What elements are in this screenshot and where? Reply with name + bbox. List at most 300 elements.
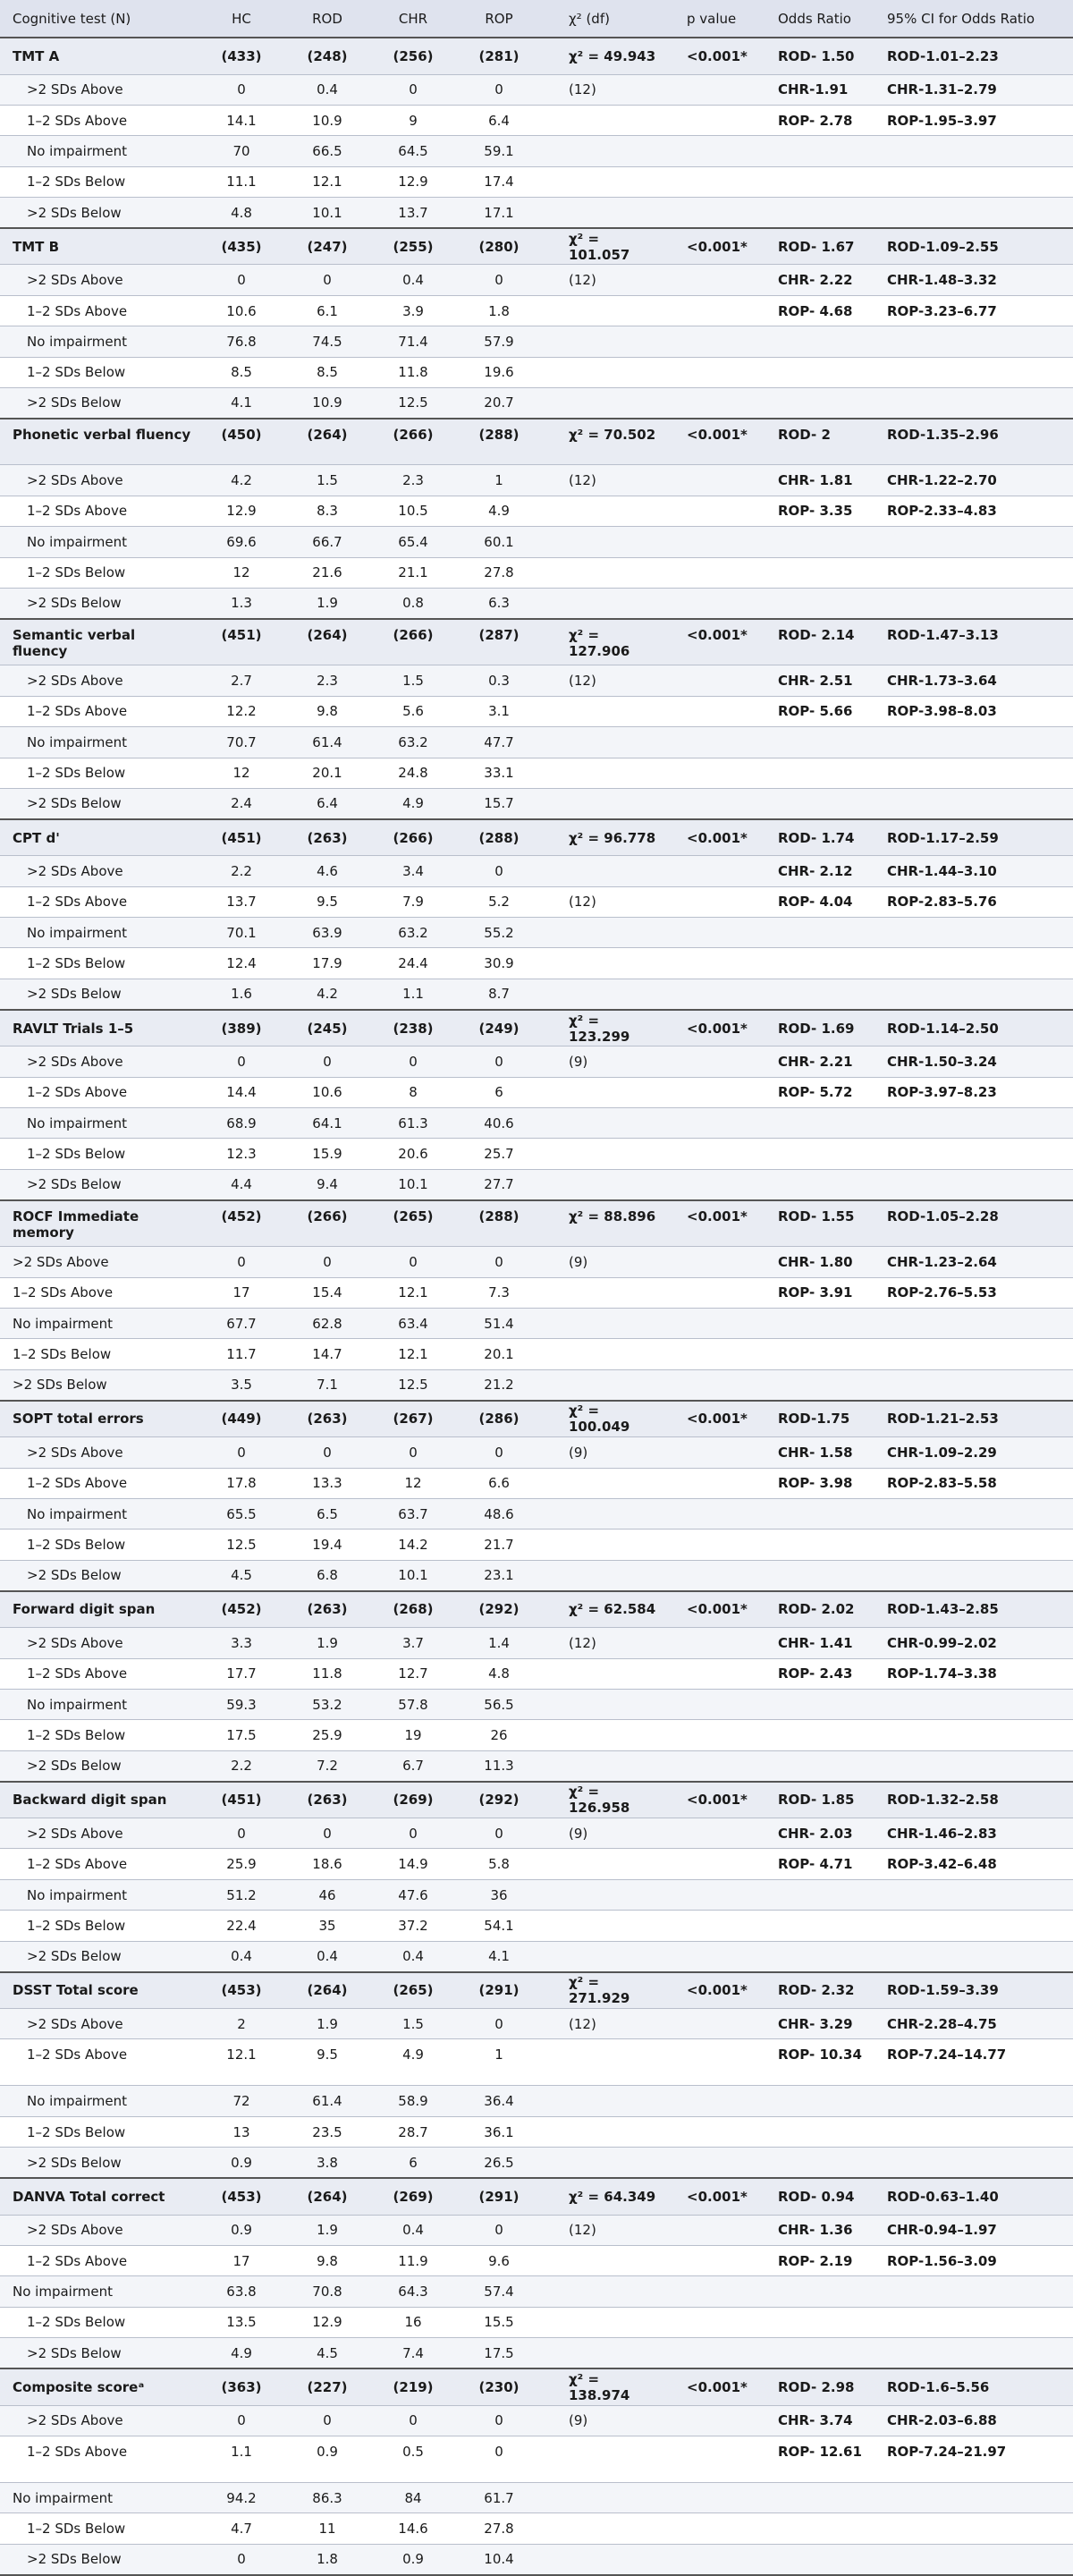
rod-value: 53.2	[284, 1689, 370, 1719]
rop-value: 1.4	[456, 1628, 542, 1658]
table-row	[0, 357, 1073, 387]
chi-square-value: χ² = 127.906	[542, 619, 667, 665]
rod-value: 20.1	[284, 758, 370, 788]
test-name: Forward digit span	[0, 1591, 199, 1628]
hc-value: 67.7	[199, 1309, 284, 1339]
hc-value: 17.5	[199, 1720, 284, 1750]
table-row	[0, 2009, 1073, 2039]
rod-value: 8.3	[284, 496, 370, 526]
hc-value: 1.6	[199, 979, 284, 1009]
ci-value: ROP-2.83–5.58	[876, 1468, 1073, 1498]
odds-ratio-value	[762, 2086, 876, 2116]
rop-value: 19.6	[456, 357, 542, 387]
hc-value: 11.1	[199, 166, 284, 197]
chi-square-value	[542, 557, 667, 588]
hc-value: 13.7	[199, 886, 284, 917]
rop-value: 51.4	[456, 1309, 542, 1339]
test-name: >2 SDs Below	[0, 2148, 199, 2178]
chr-value: 24.4	[370, 948, 456, 979]
hc-value: (453)	[199, 2178, 284, 2215]
test-header-row	[0, 1782, 1073, 1818]
odds-ratio-value: CHR- 3.29	[762, 2009, 876, 2039]
p-value	[667, 74, 762, 105]
chr-value: 63.2	[370, 727, 456, 758]
chi-square-value	[542, 588, 667, 618]
odds-ratio-value	[762, 557, 876, 588]
test-name: 1–2 SDs Below	[0, 166, 199, 197]
ci-value	[876, 1941, 1073, 1971]
chi-square-value	[542, 105, 667, 135]
table-row	[0, 1247, 1073, 1277]
odds-ratio-value: CHR- 3.74	[762, 2405, 876, 2436]
odds-ratio-value	[762, 198, 876, 228]
ci-value	[876, 979, 1073, 1009]
rop-value: 21.2	[456, 1369, 542, 1400]
ci-value	[876, 1530, 1073, 1560]
chr-value: 4.9	[370, 788, 456, 818]
odds-ratio-value	[762, 2338, 876, 2368]
rop-value: 25.7	[456, 1139, 542, 1169]
table-row	[0, 1046, 1073, 1077]
chi-square-value	[542, 1879, 667, 1910]
test-header-row	[0, 1972, 1073, 2009]
rop-value: (281)	[456, 38, 542, 74]
odds-ratio-value	[762, 979, 876, 1009]
hc-value: 12.1	[199, 2039, 284, 2086]
table-row	[0, 1689, 1073, 1719]
odds-ratio-value: ROD-1.75	[762, 1401, 876, 1437]
test-name: 1–2 SDs Above	[0, 2245, 199, 2275]
hc-value: 76.8	[199, 326, 284, 357]
ci-value: ROP-1.74–3.38	[876, 1658, 1073, 1689]
rod-value: 0	[284, 1247, 370, 1277]
hc-value: (449)	[199, 1401, 284, 1437]
p-value	[667, 136, 762, 166]
test-name: ROCF Immediate memory	[0, 1200, 199, 1247]
test-name: 1–2 SDs Below	[0, 948, 199, 979]
table-row	[0, 2086, 1073, 2116]
p-value: <0.001*	[667, 2368, 762, 2405]
rod-value: 66.7	[284, 527, 370, 557]
header-odds-ratio: Odds Ratio	[762, 0, 876, 38]
hc-value: 0	[199, 2405, 284, 2436]
table-row	[0, 948, 1073, 979]
chr-value: 0.9	[370, 2544, 456, 2574]
test-name: >2 SDs Above	[0, 1628, 199, 1658]
rod-value: 10.1	[284, 198, 370, 228]
table-row	[0, 2245, 1073, 2275]
chr-value: 0.4	[370, 2215, 456, 2245]
p-value	[667, 1498, 762, 1529]
odds-ratio-value	[762, 1720, 876, 1750]
chr-value: 1.5	[370, 2009, 456, 2039]
chi-square-value	[542, 2086, 667, 2116]
chi-square-value	[542, 1530, 667, 1560]
table-row	[0, 166, 1073, 197]
chi-square-value: (12)	[542, 2215, 667, 2245]
odds-ratio-value: ROP- 3.91	[762, 1277, 876, 1308]
p-value: <0.001*	[667, 1401, 762, 1437]
rod-value: 10.9	[284, 388, 370, 419]
chr-value: 7.4	[370, 2338, 456, 2368]
ci-value: ROD-1.21–2.53	[876, 1401, 1073, 1437]
ci-value: ROP-2.33–4.83	[876, 496, 1073, 526]
chr-value: 0.4	[370, 1941, 456, 1971]
odds-ratio-value: ROP- 4.04	[762, 886, 876, 917]
chi-square-value	[542, 1720, 667, 1750]
chi-square-value	[542, 1689, 667, 1719]
table-row	[0, 2215, 1073, 2245]
ci-value	[876, 1720, 1073, 1750]
table-row	[0, 1720, 1073, 1750]
chi-square-value: (9)	[542, 1247, 667, 1277]
chi-square-value: (12)	[542, 2009, 667, 2039]
rop-value: 33.1	[456, 758, 542, 788]
rod-value: 9.5	[284, 2039, 370, 2086]
chr-value: 58.9	[370, 2086, 456, 2116]
p-value	[667, 1750, 762, 1781]
rop-value: 20.1	[456, 1339, 542, 1369]
ci-value	[876, 2338, 1073, 2368]
hc-value: 59.3	[199, 1689, 284, 1719]
p-value	[667, 1046, 762, 1077]
hc-value: (389)	[199, 1010, 284, 1046]
rod-value: 61.4	[284, 2086, 370, 2116]
odds-ratio-value	[762, 1941, 876, 1971]
chr-value: 14.9	[370, 1849, 456, 1879]
hc-value: 11.7	[199, 1339, 284, 1369]
rod-value: 13.3	[284, 1468, 370, 1498]
odds-ratio-value: ROP- 3.35	[762, 496, 876, 526]
test-header-row	[0, 2368, 1073, 2405]
rod-value: (245)	[284, 1010, 370, 1046]
p-value	[667, 1247, 762, 1277]
table-row	[0, 696, 1073, 726]
rod-value: 0	[284, 265, 370, 295]
odds-ratio-value: CHR- 1.81	[762, 465, 876, 496]
test-name: 1–2 SDs Above	[0, 1277, 199, 1308]
rop-value: 6.6	[456, 1468, 542, 1498]
rod-value: 1.9	[284, 588, 370, 618]
odds-ratio-value: ROP- 10.34	[762, 2039, 876, 2086]
hc-value: 13	[199, 2116, 284, 2147]
chi-square-value	[542, 1911, 667, 1941]
ci-value: ROD-1.32–2.58	[876, 1782, 1073, 1818]
chi-square-value	[542, 1339, 667, 1369]
odds-ratio-value: CHR- 1.36	[762, 2215, 876, 2245]
test-name: 1–2 SDs Below	[0, 2307, 199, 2337]
test-name: >2 SDs Above	[0, 665, 199, 696]
chr-value: 19	[370, 1720, 456, 1750]
table-row	[0, 1468, 1073, 1498]
test-name: No impairment	[0, 2276, 199, 2307]
rop-value: (288)	[456, 419, 542, 465]
test-name: 1–2 SDs Below	[0, 1339, 199, 1369]
rop-value: 0	[456, 2405, 542, 2436]
p-value	[667, 886, 762, 917]
p-value	[667, 2276, 762, 2307]
hc-value: 4.1	[199, 388, 284, 419]
odds-ratio-value	[762, 2513, 876, 2544]
table-row	[0, 1108, 1073, 1139]
chi-square-value	[542, 2276, 667, 2307]
ci-value: CHR-1.46–2.83	[876, 1818, 1073, 1849]
odds-ratio-value	[762, 166, 876, 197]
ci-value	[876, 2544, 1073, 2574]
chr-value: 3.4	[370, 856, 456, 886]
rop-value: 1.8	[456, 295, 542, 326]
chi-square-value	[542, 727, 667, 758]
rod-value: (263)	[284, 1591, 370, 1628]
table-row	[0, 2544, 1073, 2574]
p-value	[667, 2215, 762, 2245]
chr-value: (268)	[370, 1591, 456, 1628]
rop-value: 56.5	[456, 1689, 542, 1719]
chi-square-value: (9)	[542, 2405, 667, 2436]
chr-value: 64.3	[370, 2276, 456, 2307]
p-value	[667, 1369, 762, 1400]
chr-value: 6.7	[370, 1750, 456, 1781]
ci-value	[876, 1911, 1073, 1941]
rop-value: 3.1	[456, 696, 542, 726]
ci-value	[876, 2086, 1073, 2116]
chi-square-value: (12)	[542, 1628, 667, 1658]
p-value	[667, 2086, 762, 2116]
test-name: 1–2 SDs Above	[0, 1849, 199, 1879]
table-row	[0, 2513, 1073, 2544]
p-value: <0.001*	[667, 1782, 762, 1818]
chi-square-value: (12)	[542, 265, 667, 295]
rod-value: 9.8	[284, 696, 370, 726]
chr-value: 84	[370, 2482, 456, 2512]
rod-value: 0.9	[284, 2436, 370, 2482]
hc-value: 94.2	[199, 2482, 284, 2512]
chr-value: 28.7	[370, 2116, 456, 2147]
chi-square-value	[542, 1108, 667, 1139]
rop-value: 30.9	[456, 948, 542, 979]
hc-value: 12.3	[199, 1139, 284, 1169]
hc-value: 3.5	[199, 1369, 284, 1400]
chi-square-value	[542, 1309, 667, 1339]
rod-value: 64.1	[284, 1108, 370, 1139]
rop-value: (288)	[456, 819, 542, 856]
chi-square-value	[542, 166, 667, 197]
ci-value: ROP-2.83–5.76	[876, 886, 1073, 917]
test-name: No impairment	[0, 326, 199, 357]
p-value	[667, 465, 762, 496]
odds-ratio-value	[762, 1108, 876, 1139]
test-name: 1–2 SDs Below	[0, 758, 199, 788]
odds-ratio-value	[762, 2307, 876, 2337]
p-value	[667, 527, 762, 557]
ci-value: ROP-2.76–5.53	[876, 1277, 1073, 1308]
chi-square-value	[542, 1658, 667, 1689]
rod-value: 74.5	[284, 326, 370, 357]
rod-value: 35	[284, 1911, 370, 1941]
p-value	[667, 1339, 762, 1369]
table-row	[0, 1628, 1073, 1658]
hc-value: (451)	[199, 819, 284, 856]
test-name: 1–2 SDs Above	[0, 1468, 199, 1498]
ci-value	[876, 1498, 1073, 1529]
rop-value: 47.7	[456, 727, 542, 758]
test-name: >2 SDs Above	[0, 465, 199, 496]
hc-value: 0.4	[199, 1941, 284, 1971]
ci-value: CHR-1.09–2.29	[876, 1437, 1073, 1468]
chr-value: (266)	[370, 619, 456, 665]
chr-value: 2.3	[370, 465, 456, 496]
chi-square-value	[542, 136, 667, 166]
odds-ratio-value: CHR- 2.21	[762, 1046, 876, 1077]
odds-ratio-value	[762, 918, 876, 948]
test-name: >2 SDs Below	[0, 979, 199, 1009]
p-value	[667, 1879, 762, 1910]
hc-value: 72	[199, 2086, 284, 2116]
chr-value: 1.1	[370, 979, 456, 1009]
rop-value: 59.1	[456, 136, 542, 166]
rop-value: 36	[456, 1879, 542, 1910]
odds-ratio-value	[762, 1169, 876, 1199]
chi-square-value	[542, 388, 667, 419]
table-row	[0, 1530, 1073, 1560]
ci-value	[876, 2148, 1073, 2178]
ci-value: ROD-1.09–2.55	[876, 228, 1073, 265]
p-value	[667, 948, 762, 979]
table-body	[0, 38, 1073, 2575]
chr-value: 4.9	[370, 2039, 456, 2086]
table-row	[0, 527, 1073, 557]
hc-value: 70.1	[199, 918, 284, 948]
test-name: No impairment	[0, 527, 199, 557]
table-row	[0, 2482, 1073, 2512]
table-row	[0, 2116, 1073, 2147]
chi-square-value: (12)	[542, 665, 667, 696]
odds-ratio-value	[762, 1139, 876, 1169]
chr-value: 63.2	[370, 918, 456, 948]
chi-square-value	[542, 979, 667, 1009]
rod-value: 1.9	[284, 2215, 370, 2245]
header-chr: CHR	[370, 0, 456, 38]
rod-value: 66.5	[284, 136, 370, 166]
ci-value: ROD-1.6–5.56	[876, 2368, 1073, 2405]
table-row	[0, 727, 1073, 758]
chi-square-value	[542, 1498, 667, 1529]
p-value	[667, 557, 762, 588]
chi-square-value	[542, 295, 667, 326]
chi-square-value	[542, 2307, 667, 2337]
chr-value: 12.9	[370, 166, 456, 197]
p-value: <0.001*	[667, 1200, 762, 1247]
ci-value: ROP-3.23–6.77	[876, 295, 1073, 326]
table-row	[0, 665, 1073, 696]
table-row	[0, 758, 1073, 788]
p-value	[667, 2245, 762, 2275]
odds-ratio-value: ROP- 12.61	[762, 2436, 876, 2482]
table-row	[0, 2405, 1073, 2436]
test-name: >2 SDs Above	[0, 1437, 199, 1468]
chi-square-value	[542, 2039, 667, 2086]
ci-value: ROD-1.14–2.50	[876, 1010, 1073, 1046]
chi-square-value: χ² = 100.049	[542, 1401, 667, 1437]
test-name: >2 SDs Above	[0, 1247, 199, 1277]
p-value	[667, 2513, 762, 2544]
ci-value	[876, 166, 1073, 197]
rop-value: 11.3	[456, 1750, 542, 1781]
ci-value: CHR-0.99–2.02	[876, 1628, 1073, 1658]
p-value	[667, 1169, 762, 1199]
chi-square-value	[542, 856, 667, 886]
ci-value: CHR-1.50–3.24	[876, 1046, 1073, 1077]
rod-value: 7.1	[284, 1369, 370, 1400]
hc-value: (435)	[199, 228, 284, 265]
odds-ratio-value	[762, 1309, 876, 1339]
p-value	[667, 1941, 762, 1971]
chr-value: (256)	[370, 38, 456, 74]
rod-value: (263)	[284, 819, 370, 856]
rod-value: 0	[284, 1437, 370, 1468]
odds-ratio-value	[762, 357, 876, 387]
odds-ratio-value: CHR- 1.80	[762, 1247, 876, 1277]
odds-ratio-value: ROD- 1.50	[762, 38, 876, 74]
chi-square-value	[542, 1560, 667, 1590]
rod-value: (263)	[284, 1401, 370, 1437]
rod-value: 6.4	[284, 788, 370, 818]
table-row	[0, 1077, 1073, 1107]
chr-value: 11.9	[370, 2245, 456, 2275]
hc-value: 17.8	[199, 1468, 284, 1498]
rop-value: (287)	[456, 619, 542, 665]
rod-value: 23.5	[284, 2116, 370, 2147]
odds-ratio-value	[762, 326, 876, 357]
odds-ratio-value: ROD- 2	[762, 419, 876, 465]
rod-value: 9.4	[284, 1169, 370, 1199]
odds-ratio-value	[762, 1339, 876, 1369]
rop-value: 4.1	[456, 1941, 542, 1971]
odds-ratio-value	[762, 388, 876, 419]
hc-value: 17	[199, 2245, 284, 2275]
test-name: 1–2 SDs Below	[0, 557, 199, 588]
ci-value: CHR-2.28–4.75	[876, 2009, 1073, 2039]
odds-ratio-value: CHR- 2.12	[762, 856, 876, 886]
p-value	[667, 1560, 762, 1590]
rod-value: 15.4	[284, 1277, 370, 1308]
test-name: RAVLT Trials 1–5	[0, 1010, 199, 1046]
chi-square-value: χ² = 123.299	[542, 1010, 667, 1046]
chi-square-value	[542, 496, 667, 526]
chi-square-value: χ² = 62.584	[542, 1591, 667, 1628]
rod-value: 15.9	[284, 1139, 370, 1169]
hc-value: 68.9	[199, 1108, 284, 1139]
test-name: 1–2 SDs Above	[0, 886, 199, 917]
p-value	[667, 166, 762, 197]
rod-value: 6.1	[284, 295, 370, 326]
chi-square-value: χ² = 64.349	[542, 2178, 667, 2215]
odds-ratio-value	[762, 2482, 876, 2512]
chr-value: 13.7	[370, 198, 456, 228]
hc-value: 2.2	[199, 1750, 284, 1781]
ci-value	[876, 2116, 1073, 2147]
test-name: >2 SDs Above	[0, 856, 199, 886]
chr-value: 37.2	[370, 1911, 456, 1941]
test-name: >2 SDs Below	[0, 1169, 199, 1199]
table-row	[0, 1658, 1073, 1689]
rop-value: 6.4	[456, 105, 542, 135]
ci-value	[876, 588, 1073, 618]
test-name: 1–2 SDs Below	[0, 2116, 199, 2147]
chi-square-value: (12)	[542, 74, 667, 105]
table-row	[0, 1437, 1073, 1468]
table-row	[0, 1498, 1073, 1529]
